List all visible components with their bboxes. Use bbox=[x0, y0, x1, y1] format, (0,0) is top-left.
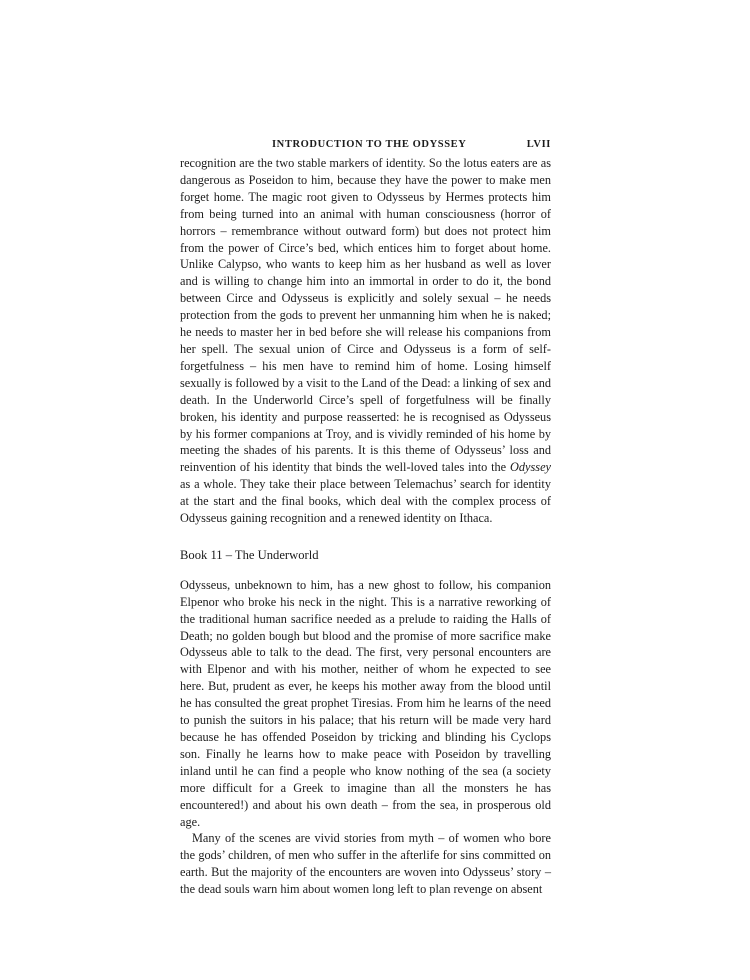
body-text bbox=[180, 155, 551, 898]
odyssey-title-italic: Odyssey bbox=[510, 460, 551, 475]
running-head-title: INTRODUCTION TO THE ODYSSEY bbox=[272, 139, 467, 150]
page-number: LVII bbox=[526, 139, 551, 150]
paragraph-underworld: Odysseus, unbeknown to him, has a new ghost to follow, his companion Elpenor who broke his neck in the night. This is a narrative reworking of the traditional human sacrifice needed as a prelude to raiding the Halls of Death; no golden bough but blood and the promise of more sacrifice make Odysseus able to talk to the dead. The first, very personal encounters are with Elpenor and with his mother, neither of whom he expected to see here. But, prudent as ever, he keeps his mother away from the blood until he has consulted the great prophet Tiresias. From him he learns of the need to punish the suitors in his palace; that his return will be made very hard because he has offended Poseidon by tricking and blinding his Cyclops son. Finally he learns how to make peace with Poseidon by travelling inland until he can find a people who know nothing of the sea (a society more difficult for a Greek to imagine than all the monsters he has encountered!) and about his own death – from the sea, in prosperous old age. bbox=[180, 577, 551, 829]
section-heading: Book 11 – The Underworld bbox=[180, 547, 319, 562]
paragraph-myth-scenes: Many of the scenes are vivid stories from myth – of women who bore the gods’ children, of men who suffer in the afterlife for sins committed on earth. But the majority of the encounters are woven into Odysseus’ story – the dead souls warn him about women long left to plan revenge on absent bbox=[180, 831, 551, 897]
paragraph-circe bbox=[180, 155, 551, 527]
book-page bbox=[180, 135, 551, 898]
paragraph-circe-text-1: recognition are the two stable markers of identity. So the lotus eaters are as dangerous as Poseidon to him, because they have the power to make men forget home. The magic root given to Odysseus by Hermes protects him from being turned into an animal with human consciousness (horror of horrors – remembrance without outward form) but does not protect him from the power of Circe’s bed, which entices him to forget about home. Unlike Calypso, who wants to keep him as her husband as well as lover and is willing to change him into an immortal in order to do it, the bond between Circe and Odysseus is explicitly and solely sexual – he needs protection from the gods to prevent her unmanning him when he is naked; he needs to master her in bed before she will release his companions from her spell. The sexual union of Circe and Odysseus is a form of self-forgetfulness – his men have to remind him of home. Losing himself sexually is followed by a visit to the Land of the Dead: a linking of sex and death. In the Underworld Circe’s spell of forgetfulness will be finally broken, his identity and purpose reasserted: he is recognised as Odysseus by his former companions at Troy, and is vividly reminded of his home by meeting the shades of his parents. It is this theme of Odysseus’ loss and reinvention of his identity that binds the well-loved tales into the bbox=[180, 156, 551, 475]
paragraph-circe-text-2: as a whole. They take their place between Telemachus’ search for identity at the start and the final books, which deal with the complex process of Odysseus gaining recognition and a renewed identity on Ithaca. bbox=[180, 477, 551, 526]
running-head bbox=[180, 135, 551, 155]
